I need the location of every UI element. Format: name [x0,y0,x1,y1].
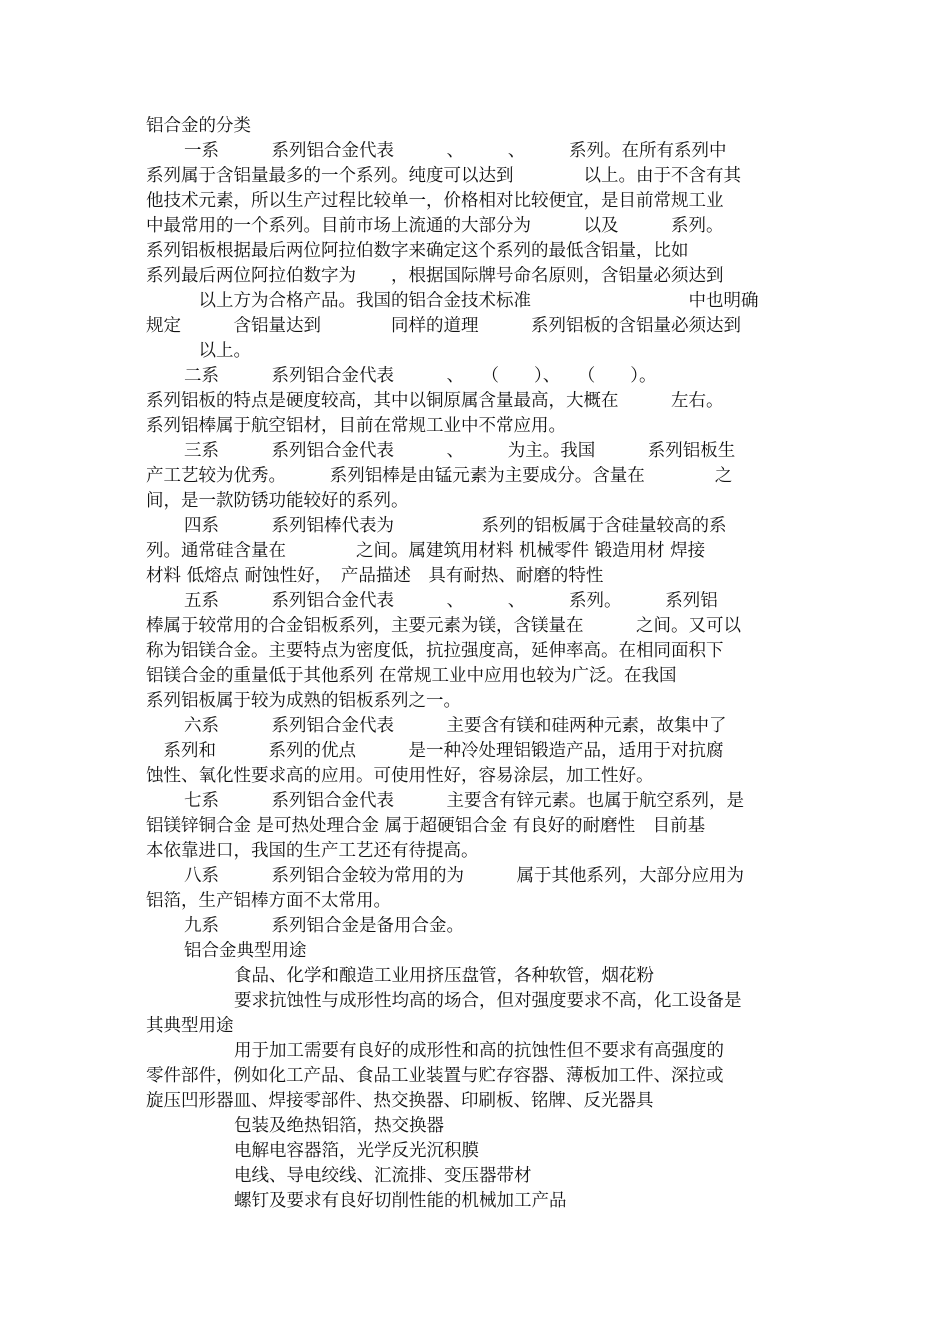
paragraph-line: 七系 系列铝合金代表 主要含有锌元素。也属于航空系列，是 [184,791,744,811]
paragraph-line: 系列铝板根据最后两位阿拉伯数字来确定这个系列的最低含铝量，比如 [146,241,689,261]
paragraph-line: 四系 系列铝棒代表为 系列的铝板属于含硅量较高的系 [184,516,727,536]
paragraph-line: 列。通常硅含量在 之间。属建筑用材料 机械零件 锻造用材 焊接 [146,541,706,561]
paragraph-line: 棒属于较常用的合金铝板系列，主要元素为镁，含镁量在 之间。又可以 [146,616,741,636]
use-item-line: 旋压凹形器皿、焊接零部件、热交换器、印刷板、铭牌、反光器具 [146,1091,654,1111]
use-item-line: 其典型用途 [146,1016,234,1036]
use-item-line: 螺钉及要求有良好切削性能的机械加工产品 [234,1191,567,1211]
paragraph-line: 系列属于含铝量最多的一个系列。纯度可以达到 以上。由于不含有其 [146,166,741,186]
use-item-line: 食品、化学和酿造工业用挤压盘管，各种软管，烟花粉 [234,966,654,986]
paragraph-line: 九系 系列铝合金是备用合金。 [184,916,464,936]
paragraph-line: 本依靠进口，我国的生产工艺还有待提高。 [146,841,479,861]
use-item-line: 零件部件，例如化工产品、食品工业装置与贮存容器、薄板加工件、深拉或 [146,1066,724,1086]
paragraph-line: 系列铝板属于较为成熟的铝板系列之一。 [146,691,461,711]
paragraph-line: 六系 系列铝合金代表 主要含有镁和硅两种元素，故集中了 [184,716,727,736]
paragraph-line: 材料 低熔点 耐蚀性好， 产品描述 具有耐热、耐磨的特性 [146,566,604,586]
paragraph-line: 中最常用的一个系列。目前市场上流通的大部分为 以及 系列。 [146,216,724,236]
paragraph-line: 以上方为合格产品。我国的铝合金技术标准 中也明确 [146,291,759,311]
paragraph-line: 以上。 [146,341,251,361]
paragraph-line: 称为铝镁合金。主要特点为密度低，抗拉强度高，延伸率高。在相同面积下 [146,641,724,661]
paragraph-line: 规定 含铝量达到 同样的道理 系列铝板的含铝量必须达到 [146,316,741,336]
paragraph-line: 三系 系列铝合金代表 、 为主。我国 系列铝板生 [184,441,736,461]
paragraph-line: 间，是一款防锈功能较好的系列。 [146,491,409,511]
paragraph-line: 铝镁合金的重量低于其他系列 在常规工业中应用也较为广泛。在我国 [146,666,677,686]
paragraph-line: 系列和 系列的优点 是一种冷处理铝锻造产品，适用于对抗腐 [146,741,724,761]
paragraph-line: 产工艺较为优秀。 系列铝棒是由锰元素为主要成分。含量在 之 [146,466,733,486]
use-item-line: 用于加工需要有良好的成形性和高的抗蚀性但不要求有高强度的 [234,1041,724,1061]
use-item-line: 要求抗蚀性与成形性均高的场合，但对强度要求不高，化工设备是 [234,991,742,1011]
paragraph-line: 一系 系列铝合金代表 、 、 系列。在所有系列中 [184,141,727,161]
use-item-line: 电解电容器箔，光学反光沉积膜 [234,1141,479,1161]
paragraph-line: 系列最后两位阿拉伯数字为 ，根据国际牌号命名原则，含铝量必须达到 [146,266,724,286]
paragraph-line: 五系 系列铝合金代表 、 、 系列。 系列铝 [184,591,718,611]
paragraph-line: 铝箔，生产铝棒方面不太常用。 [146,891,391,911]
paragraph-line: 八系 系列铝合金较为常用的为 属于其他系列，大部分应用为 [184,866,744,886]
paragraph-line: 系列铝板的特点是硬度较高，其中以铜原属含量最高，大概在 左右。 [146,391,724,411]
use-item-line: 包装及绝热铝箔，热交换器 [234,1116,444,1136]
uses-heading: 铝合金典型用途 [184,941,307,961]
use-item-line: 电线、导电绞线、汇流排、变压器带材 [234,1166,532,1186]
paragraph-line: 蚀性、氧化性要求高的应用。可使用性好，容易涂层，加工性好。 [146,766,654,786]
document-title: 铝合金的分类 [146,116,251,136]
paragraph-line: 他技术元素，所以生产过程比较单一，价格相对比较便宜，是目前常规工业 [146,191,724,211]
paragraph-line: 铝镁锌铜合金 是可热处理合金 属于超硬铝合金 有良好的耐磨性 目前基 [146,816,706,836]
paragraph-line: 系列铝棒属于航空铝材，目前在常规工业中不常应用。 [146,416,566,436]
paragraph-line: 二系 系列铝合金代表 、 （ ）、 （ ）。 [184,366,657,386]
